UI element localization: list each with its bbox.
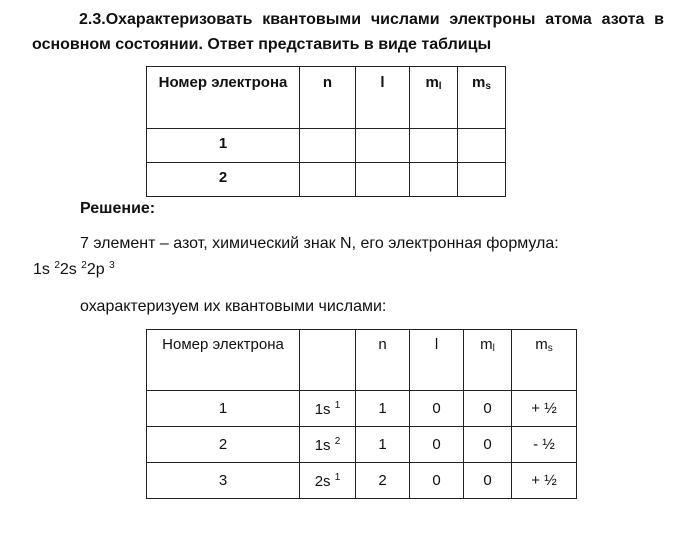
- row-ml: 0: [464, 391, 512, 427]
- empty-cell: [458, 129, 506, 163]
- formula-term-exponent: 3: [109, 260, 115, 271]
- header-electron-number: Номер электрона: [147, 330, 300, 391]
- row-ms: - ½: [512, 427, 577, 463]
- header-ml-sub: l: [492, 343, 495, 354]
- solution-paragraph: 7 элемент – азот, химический знак N, его электронная формула:: [80, 235, 559, 252]
- electron-formula: [33, 260, 115, 279]
- table-row: [147, 427, 577, 463]
- row-ms: + ½: [512, 463, 577, 499]
- row-electron-number: 3: [147, 463, 300, 499]
- table-row: [147, 463, 577, 499]
- header-ml-sub: l: [438, 81, 442, 92]
- problem-text: Охарактеризовать квантовыми числами электроны атома азота в основном состоянии. Ответ представить в виде таблицы: [32, 11, 664, 53]
- table-row: [147, 163, 506, 197]
- header-orbital: [300, 330, 356, 391]
- header-ms: [458, 67, 506, 129]
- orbital-base: 2s: [314, 472, 335, 490]
- answer-template-table: [146, 66, 506, 197]
- row-ml: 0: [464, 463, 512, 499]
- row-n: 1: [356, 427, 410, 463]
- row-orbital: [300, 463, 356, 499]
- orbital-base: 1s: [314, 436, 335, 454]
- row-l: 0: [410, 391, 464, 427]
- orbital-exponent: 1: [334, 399, 341, 411]
- header-ml: [410, 67, 458, 129]
- problem-number: 2.3.: [79, 11, 106, 28]
- empty-cell: [410, 129, 458, 163]
- header-ms: [512, 330, 577, 391]
- header-ml-base: m: [425, 74, 439, 91]
- formula-term-base: 2p: [86, 261, 110, 278]
- empty-cell: [356, 163, 410, 197]
- row-n: 1: [356, 391, 410, 427]
- header-n: n: [300, 67, 356, 129]
- row-n: 2: [356, 463, 410, 499]
- row-electron-number: 2: [147, 427, 300, 463]
- problem-statement: [32, 7, 664, 57]
- header-l: l: [356, 67, 410, 129]
- solution-heading: Решение:: [80, 200, 156, 217]
- header-l: l: [410, 330, 464, 391]
- header-ms-base: m: [472, 74, 486, 91]
- header-electron-number: Номер электрона: [147, 67, 300, 129]
- header-ms-sub: s: [547, 343, 553, 354]
- table-row: [147, 129, 506, 163]
- solution-paragraph: охарактеризуем их квантовыми числами:: [80, 298, 387, 315]
- row-orbital: [300, 391, 356, 427]
- table-header-row: [147, 67, 506, 129]
- table-header-row: [147, 330, 577, 391]
- quantum-numbers-table: [146, 329, 577, 499]
- formula-term-exponent: 2: [54, 260, 60, 271]
- row-orbital: [300, 427, 356, 463]
- formula-term-base: 1s: [33, 261, 55, 278]
- row-l: 0: [410, 463, 464, 499]
- formula-term-base: 2s: [59, 261, 82, 278]
- header-ml-base: m: [480, 336, 493, 353]
- empty-cell: [300, 129, 356, 163]
- orbital-exponent: 1: [334, 471, 341, 483]
- header-ms-sub: s: [485, 81, 491, 92]
- header-ml: [464, 330, 512, 391]
- empty-cell: [410, 163, 458, 197]
- empty-cell: [458, 163, 506, 197]
- header-ms-base: m: [535, 336, 548, 353]
- row-ms: + ½: [512, 391, 577, 427]
- table-row: [147, 391, 577, 427]
- empty-cell: [300, 163, 356, 197]
- empty-cell: [356, 129, 410, 163]
- row-electron-number: 2: [147, 163, 300, 197]
- row-electron-number: 1: [147, 129, 300, 163]
- row-ml: 0: [464, 427, 512, 463]
- header-n: n: [356, 330, 410, 391]
- row-l: 0: [410, 427, 464, 463]
- formula-term-exponent: 2: [81, 260, 87, 271]
- orbital-exponent: 2: [334, 435, 341, 447]
- row-electron-number: 1: [147, 391, 300, 427]
- orbital-base: 1s: [314, 400, 335, 418]
